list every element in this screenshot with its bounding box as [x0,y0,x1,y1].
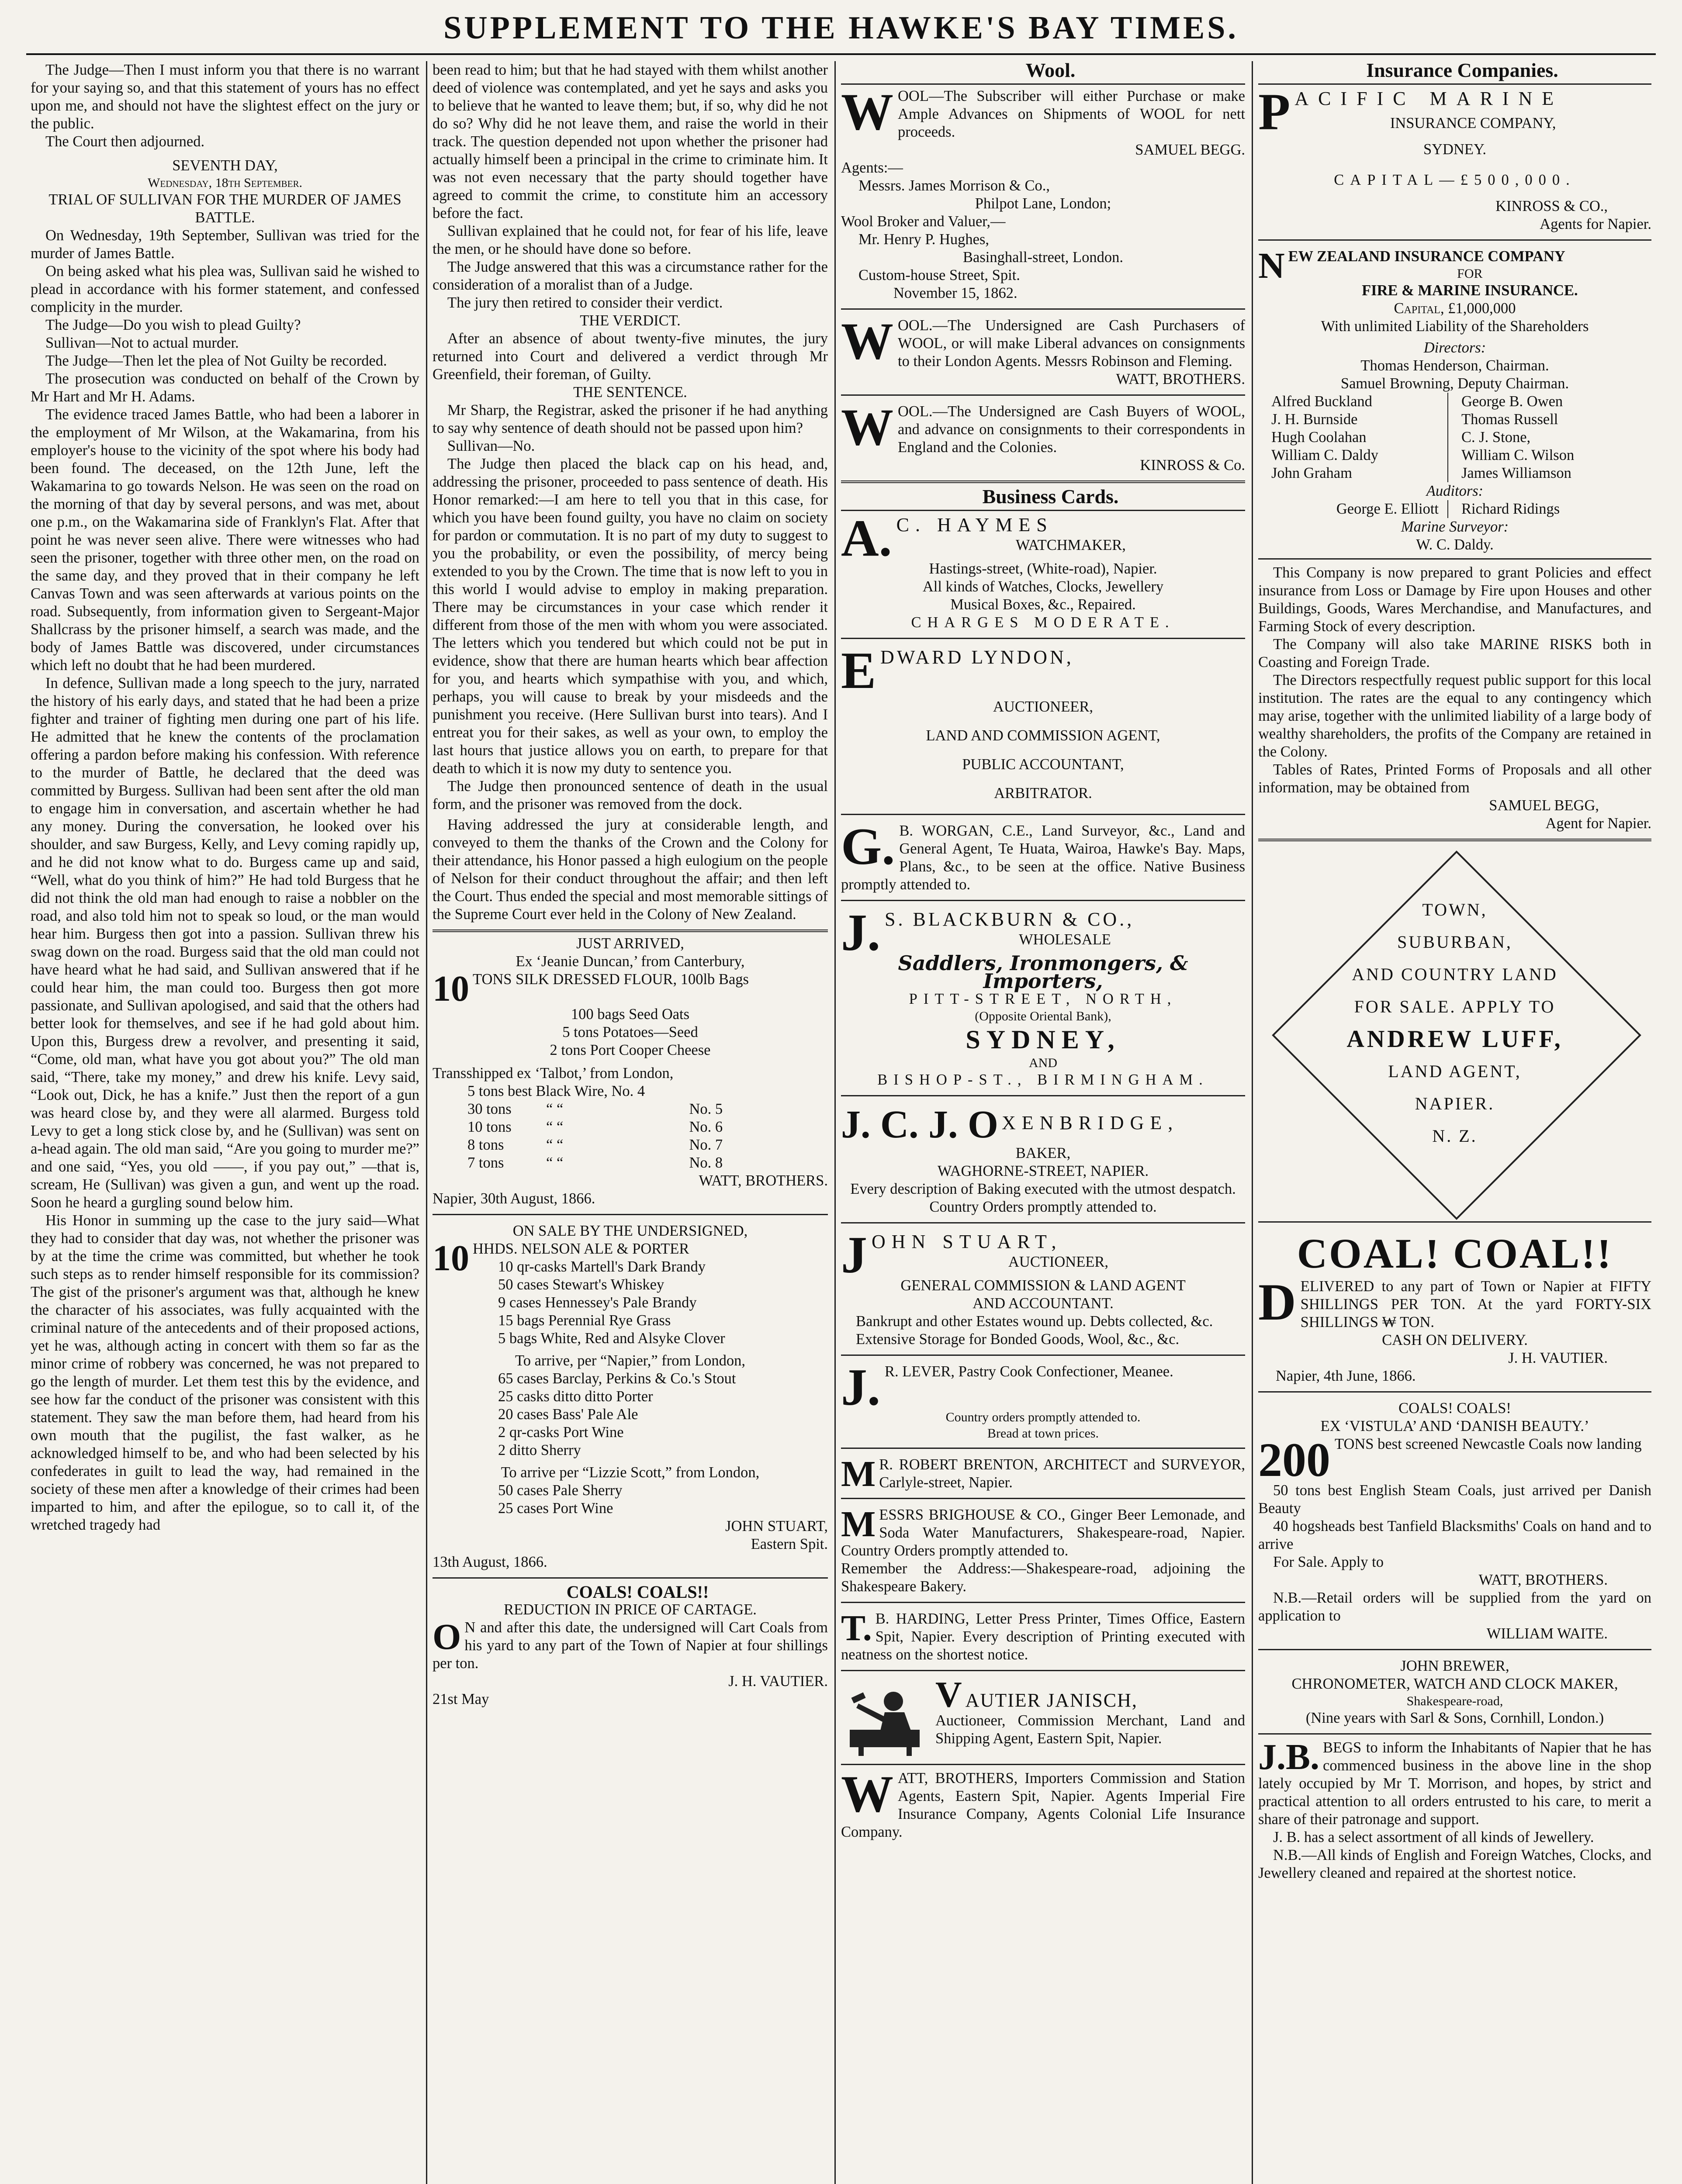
ad-line: AUCTIONEER, [993,698,1094,715]
article-paragraph: Sullivan—Not to actual murder. [45,335,239,351]
ad-line: Shakespeare-road, [1406,1694,1503,1708]
table-cell: No. 7 [689,1137,723,1153]
ad-capital: Capital, £1,000,000 [1394,300,1516,317]
article-paragraph: been read to him; but that he had stayed with them whilst another deed of violence was contemplated, and yet he says and asks you to believe that he wanted to leave them; but, if so, why did he not do so? Why did he not leave them, and raise the world in their track. The question depended not upon whether the prisoner had actually himself been a principal in the crime to criminate him. It was not even necessary that the party should together have agreed to commit the crime, to constitute him an accessory before the fact. [433,62,828,221]
business-name: DWARD LYNDON, [880,646,1074,668]
drop-cap: J. [841,903,880,961]
drop-cap: J. [841,1358,880,1416]
ad-text: ELIVERED to any part of Town or Napier at FIFTY SHILLINGS PER TON. At the yard FORTY-SIX SHILLINGS ₩ TON. [1300,1278,1651,1330]
ad-line: Country Orders promptly attended to. [929,1199,1157,1215]
ad-oxenbridge [841,1101,1245,1223]
ad-capital: CAPITAL—£500,000. [1334,172,1576,188]
ad-line: 20 cases Bass' Pale Ale [498,1406,638,1423]
ad-heading: JUST ARRIVED, [576,935,684,952]
column-divider [426,61,427,2184]
column-3 [841,61,1245,2184]
ad-date: 21st May [433,1691,489,1707]
article-paragraph: The Judge—Do you wish to plead Guilty? [45,317,301,333]
table-row [467,1118,828,1136]
ad-line: INSURANCE COMPANY, [1390,115,1556,131]
ad-coal-vautier [1258,1227,1651,1393]
ad-line: ARBITRATOR. [994,785,1092,802]
business-name: AUTIER JANISCH, [965,1690,1138,1711]
ad-text: N.B.—All kinds of English and Foreign Watches, Clocks, and Jewellery cleaned and repaired at the shortest notice. [1258,1847,1651,1881]
ad-wool-watt [841,314,1245,396]
list-item: Hugh Coolahan [1271,429,1367,446]
ad-line: (Nine years with Sarl & Sons, Cornhill, London.) [1305,1710,1604,1726]
ad-text: N and after this date, the undersigned will Cart Coals from his yard to any part of the Town of Napier at four shillings per ton. [433,1619,828,1672]
ad-line: CASH ON DELIVERY. [1382,1332,1528,1348]
ad-line: 50 cases Stewart's Whiskey [498,1276,664,1293]
section-heading: Insurance Companies. [1258,61,1651,85]
ad-text: Extensive Storage for Bonded Goods, Wool, &c., &c. [856,1331,1180,1348]
ad-line: FOR [1457,266,1483,281]
ad-text: R. LEVER, Pastry Cook Confectioner, Meanee. [885,1363,1173,1380]
ad-andrew-luff [1258,846,1651,1223]
list-item: John Graham [1271,465,1352,481]
ad-line: AND [1029,1056,1057,1070]
ad-line: FIRE & MARINE INSURANCE. [1362,282,1578,299]
ad-line: PITT-STREET, NORTH, [909,991,1177,1007]
ad-heading: COALS! COALS! [1398,1400,1511,1417]
business-name: S. BLACKBURN & CO., [885,909,1135,930]
drop-cap: G. [841,817,895,875]
table-row: 5 tons best Black Wire, No. 4 [467,1083,645,1099]
ad-text: Tables of Rates, Printed Forms of Proposals and all other information, may be obtained from [1258,761,1651,796]
table-cell: 30 tons [467,1101,512,1117]
drop-cap: T. [841,1608,872,1648]
ad-signature: SAMUEL BEGG. [1135,142,1245,158]
ad-line: WATCHMAKER, [1015,537,1126,553]
ad-line: TOWN, [1422,900,1488,919]
list-item: George B. Owen [1461,393,1563,410]
ad-signature: Eastern Spit. [751,1536,828,1552]
ad-line: 2 ditto Sherry [498,1442,581,1458]
ad-stuart [841,1228,1245,1356]
ad-blackburn [841,905,1245,1096]
ad-subheading: Directors: [1423,339,1486,356]
ad-date: November 15, 1862. [893,285,1018,301]
list-item: Richard Ridings [1461,501,1560,517]
ad-text: For Sale. Apply to [1273,1554,1384,1570]
ad-line: Samuel Browning, Deputy Chairman. [1340,375,1569,392]
ad-drop-number: 10 [433,1238,469,1279]
ad-line: Philpot Lane, London; [975,195,1111,212]
article-paragraph: The Judge then pronounced sentence of death in the usual form, and the prisoner was removed from the dock. [433,778,828,812]
ad-line: To arrive, per “Napier,” from London, [515,1352,745,1369]
column-2 [433,61,828,2184]
ad-line: 100 bags Seed Oats [571,1006,690,1023]
ad-signature: J. H. VAUTIER. [728,1673,828,1690]
ad-text: 50 tons best English Steam Coals, just arrived per Danish Beauty [1258,1482,1651,1517]
ad-subheading: Marine Surveyor: [1401,518,1509,535]
list-item: James Williamson [1461,465,1571,481]
directors-list [1258,393,1651,482]
ad-wool-kinross [841,400,1245,483]
article-paragraph: The Judge then placed the black cap on his head, and, addressing the prisoner, proceeded to pass sentence of death. His Honor remarked:—I am here to tell you that in this case, for which you have been found guilty, you have no claim on society for pardon or commutation. It is no part of my duty to suggest to you the probability, or even the possibility, of mercy being extended to you by the Crown. The time that is now left to you in this world I would advise to employ in making preparation. There may be circumstances in your case which render it different from those of the men with whom you were associated. The letters which you tendered but which could not be put in evidence, show that there are human hearts which bear affection for you, and hearts which sympathise with you, and which, perhaps, you will cause to break by your misdeeds and the punishment you receive. (Here Sullivan burst into tears). And I entreat you for their sakes, as well as your own, to employ the last hours that justice allows you on earth, to prepare for that death to which it is now my duty to sentence you. [433,456,828,777]
list-item: C. J. Stone, [1461,429,1531,446]
ad-line: AND ACCOUNTANT. [973,1295,1114,1312]
ad-line: All kinds of Watches, Clocks, Jewellery [922,578,1164,595]
ad-line: SYDNEY. [1423,141,1487,158]
table-cell: No. 6 [689,1119,723,1135]
page-title: SUPPLEMENT TO THE HAWKE'S BAY TIMES. [443,10,1239,46]
ad-text: Auctioneer, Commission Merchant, Land and Shipping Agent, Eastern Spit, Napier. [935,1712,1245,1747]
article-paragraph: The evidence traced James Battle, who had been a laborer in the employment of Mr Wilson, at the Wakamarina, from his employer's house to the vicinity of the spot where his body had been found. The deceased, on the 12th June, left the Wakamarina to go towards Nelson. He was seen on the road on the morning of that day by several persons, and was met, about one p.m., on the Wakamarina side of Franklyn's Flat. After that point he was never seen alive. There were witnesses who had seen the prisoner, together with three other men, on the road on the same day, and they proved that in their company he left Canvas Town and was seen afterwards at various points on the road. Subsequently, from information given to Sergeant-Major Shallcrass by the prisoner himself, a search was made, and the body of James Battle was discovered, under circumstances which left no doubt that he had been murdered. [31,406,419,674]
article-paragraph: The Judge—Then let the plea of Not Guilty be recorded. [45,352,387,369]
drop-cap: E [841,641,876,699]
ad-subheading: EX ‘VISTULA’ AND ‘DANISH BEAUTY.’ [1320,1418,1589,1434]
table-cell: No. 8 [689,1154,723,1171]
section-date: Wednesday, 18th September. [148,176,302,190]
drop-cap: M [841,1504,876,1545]
drop-cap: W [841,1765,893,1823]
drop-cap: P [1258,83,1291,141]
business-name: C. HAYMES [896,514,1053,536]
drop-cap: W [841,83,893,141]
ad-city: SYDNEY, [966,1025,1121,1054]
article-paragraph: On Wednesday, 19th September, Sullivan was tried for the murder of James Battle. [31,227,419,262]
drop-cap: O [433,1617,461,1657]
table-row [467,1100,828,1118]
list-item: George E. Elliott [1258,500,1448,518]
ad-line: 10 qr-casks Martell's Dark Brandy [498,1258,706,1275]
ad-worgan [841,819,1245,901]
ad-signature: KINROSS & CO., [1495,198,1608,214]
table-cell: No. 5 [689,1101,723,1117]
masthead [0,0,1682,57]
ad-signature: WATT, BROTHERS. [699,1172,828,1189]
ad-signature: J. H. VAUTIER. [1508,1350,1608,1366]
table-cell: “ “ [546,1119,564,1135]
wire-table [433,1082,828,1172]
ad-line: Hastings-street, (White-road), Napier. [929,560,1157,577]
column-divider [834,61,836,2184]
list-item: J. H. Burnside [1271,411,1358,428]
ad-text: ATT, BROTHERS, Importers Commission and Station Agents, Eastern Spit, Napier. Agents Imperial Fire Insurance Company, Agents Colonial Life Insurance Company. [841,1770,1245,1840]
ad-line: Bread at town prices. [987,1426,1099,1441]
section-heading: Wool. [841,61,1245,85]
ad-line: HHDS. NELSON ALE & PORTER [473,1241,689,1257]
ad-line: Musical Boxes, &c., Repaired. [950,596,1136,613]
ad-line: 5 tons Potatoes—Seed [562,1024,698,1040]
ad-line: N. Z. [1432,1126,1478,1146]
ad-text: OOL.—The Undersigned are Cash Purchasers of WOOL, or will make Liberal advances on consignments to their London Agents. Messrs Robinson and Fleming. [898,317,1245,370]
article-paragraph: Mr Sharp, the Registrar, asked the prisoner if he had anything to say why sentence of death should not be passed upon him? [433,402,828,436]
article-paragraph: Having addressed the jury at considerable length, and conveyed to them the thanks of the Crown and the Colony for their attendance, his Honor passed a high eulogium on the people of Nelson for their conduct throughout the affair; and then left the Court. Thus ended the special and most memorable sittings of the Supreme Court ever held in the Colony of New Zealand. [433,813,828,932]
column-divider [1252,61,1253,2184]
article-paragraph: On being asked what his plea was, Sullivan said he wished to plead in accordance with his former statement, and confessed complicity in the murder. [31,263,419,315]
ad-text: 40 hogsheads best Tanfield Blacksmiths' Coals on hand and to arrive [1258,1518,1651,1552]
table-cell: “ “ [546,1154,564,1171]
ad-line: Messrs. James Morrison & Co., [858,177,1050,194]
ad-heading: ON SALE BY THE UNDERSIGNED, [512,1223,748,1239]
ad-date: 13th August, 1866. [433,1554,547,1570]
article-paragraph: In defence, Sullivan made a long speech to the jury, narrated the history of his early days, and stated that he had been a prize fighter and trainer of fighting men during one part of his life. He admitted that he knew the contents of the proclamation offering a pardon before making his confession. With reference to the murder of Battle, he declared that the deed was committed by Burgess. Sullivan had been sent after the old man to engage him in conversation, and ascertain whether he had any money. During the conversation, he looked over his shoulder, and saw Burgess, Kelly, and Levy coming rapidly up, and he did not know what to do. Burgess came up and said, “Well, what do you think of him?” He had told Burgess that he did not think the old man had enough to raise a nobbler on the road, and also told him not to speak so loud, or the man would hear him. Burgess then got into a passion. Sullivan threw his swag down on the road. Burgess said that the old man could not have heard what he had said, and Sullivan answered that if he could hear him, the man could too. Burgess then got more passionate, and Sullivan apologised, and said that the others had better look for themselves, and see if he had gold about him. Upon this, Burgess drew a revolver, and presenting it said, “Come, old man, what have you got about you?” The old man said, “There, take my money,” and drew his knife. Levy said, “Look out, Dick, he has a knife.” Just then the report of a gun was heard close by, and they were all alarmed. Burgess told Levy to get a long stick close by, and he (Sullivan) was sent on a-head again. The old man said, “Are you going to murder me?” and one said, “Yes, you old ——, if you pay out,” —that is, scream, He (Sullivan) was given a gun, and went up the road. Soon he heard a gurgling sound below him. [31,675,419,1211]
ad-nz-insurance [1258,245,1651,841]
ad-drop-number: 10 [433,968,469,1009]
ad-subheading: Ex ‘Jeanie Duncan,’ from Canterbury, [516,953,745,970]
section-heading: SEVENTH DAY, [172,157,278,174]
table-cell: “ “ [546,1137,564,1153]
ad-text: ESSRS BRIGHOUSE & CO., Ginger Beer Lemonade, and Soda Water Manufacturers, Shakespeare-road, Napier. Country Orders promptly attended to. [841,1507,1245,1559]
ad-line: Every description of Baking executed with the utmost despatch. [850,1181,1236,1197]
ad-line: Mr. Henry P. Hughes, [858,231,989,248]
section-heading: Business Cards. [841,487,1245,511]
ad-line: To arrive per “Lizzie Scott,” from London, [501,1464,760,1481]
ad-signature: JOHN STUART, [725,1518,828,1534]
ad-line: PUBLIC ACCOUNTANT, [962,756,1124,773]
trial-title: TRIAL OF SULLIVAN FOR THE MURDER OF JAMES BATTLE. [48,191,401,226]
article-paragraph: Sullivan—No. [447,438,535,454]
ad-line: 5 bags White, Red and Alsyke Clover [498,1330,725,1347]
drop-cap: W [841,312,893,370]
ad-haymes [841,511,1245,639]
drop-cap: V [935,1674,962,1715]
ad-text: The Directors respectfully request public support for this local institution. The rates are the equal to any contingency which may arise, together with the unlimited liability of a large body of wealthy shareholders, the profits of the Company are retained in the Colony. [1258,672,1651,760]
article-paragraph: The prosecution was conducted on behalf of the Crown by Mr Hart and Mr H. Adams. [31,370,419,405]
ad-line: LAND AND COMMISSION AGENT, [926,727,1160,744]
drop-cap: J [841,1226,867,1284]
ad-line: 25 cases Port Wine [498,1500,613,1517]
business-name: ANDREW LUFF, [1346,1026,1563,1053]
ad-line: Thomas Henderson, Chairman. [1360,357,1549,374]
article-paragraph: His Honor in summing up the case to the jury said—What they had to consider that day was, not whether the prisoner was by at the time the crime was committed, but whether he took such steps as to render himself responsible for its commission? The gist of the prisoner's argument was that, although he knew the character of his associates, was fully acquainted with the criminal nature of the antecedents and of their proposed actions, yet he was, although acting in concert with them so far as the minor crime of robbery was concerned, he was not prepared to go the length of murder. Let them test this by the evidence, and see how far the conduct of the prisoner was consistent with this statement. They saw the man before them, had heard from his own mouth that the pugilist, the fast walker, as he acknowledged himself to be, and who had been selected by his confederates in guilt to lead the way, had remained in the society of these men after a knowledge of their crimes had been imparted to him, and after the epilogue, so to call it, of the wretched tragedy had [31,1212,419,1533]
business-name: EW ZEALAND INSURANCE COMPANY [1288,248,1565,265]
list-item: Thomas Russell [1461,411,1558,428]
ad-line: Agents:— [841,159,903,176]
ad-text: Bankrupt and other Estates wound up. Debts collected, &c. [856,1313,1213,1330]
ad-janisch [841,1676,1245,1765]
ad-line: Transshipped ex ‘Talbot,’ from London, [433,1065,674,1082]
ad-line: With unlimited Liability of the Shareholders [1321,318,1589,335]
ad-date: Napier, 4th June, 1866. [1276,1368,1416,1384]
ad-text: The Company will also take MARINE RISKS both in Coasting and Foreign Trade. [1258,636,1651,670]
ad-watt-brothers [841,1765,1245,1841]
ad-line: SUBURBAN, [1397,932,1512,952]
list-item: William C. Wilson [1461,447,1575,463]
business-name: JOHN BREWER, [1400,1658,1509,1674]
drop-cap: J. C. J. O [841,1103,998,1146]
ad-signature: WILLIAM WAITE. [1486,1625,1608,1642]
ad-text: B. HARDING, Letter Press Printer, Times Office, Eastern Spit, Napier. Every description of Printing executed with neatness on the shortest notice. [841,1610,1245,1663]
section-heading: THE SENTENCE. [573,384,687,401]
ad-line: Basinghall-street, London. [963,249,1123,266]
ad-trade: Saddlers, Ironmongers, & Importers, [898,951,1188,993]
ad-text: OOL—The Subscriber will either Purchase or make Ample Advances on Shipments of WOOL for nett proceeds. [898,88,1245,140]
ad-lever [841,1360,1245,1449]
ad-signature: Agents for Napier. [1540,216,1651,232]
ad-subheading: REDUCTION IN PRICE OF CARTAGE. [504,1601,757,1618]
table-cell: 7 tons [467,1154,504,1171]
ad-date: Napier, 30th August, 1866. [433,1190,595,1207]
ad-line: 15 bags Perennial Rye Grass [498,1312,671,1329]
ad-line: 25 casks ditto ditto Porter [498,1388,653,1405]
ad-brenton [841,1453,1245,1499]
auctioneer-illustration-icon [841,1682,928,1756]
drop-cap: A. [841,509,892,567]
table-row [467,1136,828,1154]
table-cell: “ “ [546,1101,564,1117]
ad-line: WAGHORNE-STREET, NAPIER. [937,1163,1149,1179]
ad-text: This Company is now prepared to grant Policies and effect insurance from Loss or Damage by Fire upon Houses and other Buildings, Goods, Wares Merchandise, and Manufactures, and Farming Stock of every description. [1258,564,1651,635]
drop-cap: M [841,1454,876,1494]
drop-cap: D [1258,1273,1296,1331]
drop-cap: J.B. [1258,1737,1320,1777]
ad-line: NAPIER. [1415,1094,1495,1113]
ad-text: BEGS to inform the Inhabitants of Napier that he has commenced business in the above line in the shop lately occupied by Mr T. Morrison, and hopes, by strict and practical attention to all orders entrusted to his care, to merit a share of their patronage and support. [1258,1739,1651,1828]
drop-cap: N [1258,245,1285,286]
ad-line: 2 tons Port Cooper Cheese [550,1042,711,1058]
ad-line: Country orders promptly attended to. [945,1410,1141,1424]
table-row [467,1154,828,1172]
business-name: OHN STUART, [872,1231,1062,1252]
ad-lyndon [841,643,1245,815]
ad-line: FOR SALE. APPLY TO [1354,997,1556,1016]
article-paragraph: After an absence of about twenty-five minutes, the jury returned into Court and delivered a verdict through Mr Greenfield, their foreman, of Guilty. [433,330,828,383]
ad-drop-number: 200 [1258,1433,1330,1486]
article-paragraph: Sullivan explained that he could not, for fear of his life, leave the men, or he should have done so before. [433,223,828,257]
ad-line: 2 qr-casks Port Wine [498,1424,624,1441]
article-paragraph: The Court then adjourned. [45,133,205,150]
ad-text: OOL.—The Undersigned are Cash Buyers of WOOL, and advance on consignments to their correspondents in England and the Colonies. [898,403,1245,456]
ad-line: W. C. Daldy. [1416,536,1494,553]
ad-signature: KINROSS & Co. [1140,457,1245,473]
ad-just-arrived [433,932,828,1215]
ad-heading: COAL! COAL!! [1297,1230,1613,1277]
ad-pacific-marine [1258,85,1651,241]
ad-harding [841,1607,1245,1671]
ad-line: AUCTIONEER, [1008,1254,1109,1270]
section-heading: THE VERDICT. [580,312,681,329]
ad-line: BAKER, [1015,1145,1071,1161]
ad-line: 50 cases Pale Sherry [498,1482,623,1499]
ad-line: 65 cases Barclay, Perkins & Co.'s Stout [498,1370,736,1387]
business-name: ACIFIC MARINE [1294,88,1564,109]
ad-line: LAND AGENT, [1388,1061,1522,1081]
ad-text: J. B. has a select assortment of all kinds of Jewellery. [1273,1829,1594,1845]
drop-cap: W [841,398,893,456]
ad-brighouse [841,1503,1245,1603]
ad-text: B. WORGAN, C.E., Land Surveyor, &c., Land and General Agent, Te Huata, Wairoa, Hawke's Bay. Maps, Plans, &c., to be seen at the office. Native Business promptly attended to. [841,822,1245,893]
table-cell: 8 tons [467,1137,504,1153]
ad-wool-begg [841,85,1245,310]
ad-coals-cartage [433,1583,828,1708]
article-paragraph: The Judge—Then I must inform you that there is no warrant for your saying so, and that this statement of yours has no effect upon me, and should not have the slightest effect on the jury or the public. [31,62,419,132]
ad-john-brewer [1258,1655,1651,1735]
article-paragraph: The jury then retired to consider their verdict. [447,294,723,311]
list-item: William C. Daldy [1271,447,1378,463]
ad-line: CHARGES MODERATE. [911,614,1175,631]
ad-line: AND COUNTRY LAND [1352,964,1558,984]
ad-on-sale [433,1220,828,1579]
ad-coals-watt [1258,1397,1651,1650]
business-name: XENBRIDGE, [1002,1112,1179,1133]
ad-line: TONS SILK DRESSED FLOUR, 100lb Bags [473,971,749,988]
table-cell: 10 tons [467,1119,512,1135]
ad-line: Wool Broker and Valuer,— [841,213,1006,230]
ad-text: Remember the Address:—Shakespeare-road, adjoining the Shakespeare Bakery. [841,1560,1245,1595]
ad-signature: WATT, BROTHERS. [1478,1572,1608,1588]
ad-jb [1258,1739,1651,1882]
ad-line: GENERAL COMMISSION & LAND AGENT [900,1277,1186,1294]
ad-signature: Agent for Napier. [1545,815,1651,832]
ad-line: BISHOP-ST., BIRMINGHAM. [877,1071,1209,1088]
ad-signature: WATT, BROTHERS. [1116,371,1245,387]
ad-text: N.B.—Retail orders will be supplied from the yard on application to [1258,1590,1651,1624]
list-item: Alfred Buckland [1271,393,1372,410]
masthead-rule [26,53,1656,55]
ad-text: R. ROBERT BRENTON, ARCHITECT and SURVEYOR, Carlyle-street, Napier. [879,1456,1245,1491]
article-paragraph: The Judge answered that this was a circumstance rather for the consideration of a moralist than of a Judge. [433,259,828,293]
column-1 [31,61,419,2184]
auditors-list [1258,500,1651,518]
ad-line: 9 cases Hennessey's Pale Brandy [498,1294,697,1311]
ad-signature: SAMUEL BEGG, [1489,797,1599,814]
column-4 [1258,61,1651,2184]
ad-text: TONS best screened Newcastle Coals now landing [1335,1436,1642,1452]
ad-heading: COALS! COALS!! [566,1582,709,1602]
ad-line: WHOLESALE [1019,931,1111,948]
ad-line: (Opposite Oriental Bank), [975,1009,1111,1023]
ad-subheading: Auditors: [1426,483,1484,499]
ad-line: CHRONOMETER, WATCH AND CLOCK MAKER, [1291,1676,1618,1692]
ad-line: Custom-house Street, Spit. [858,267,1020,283]
